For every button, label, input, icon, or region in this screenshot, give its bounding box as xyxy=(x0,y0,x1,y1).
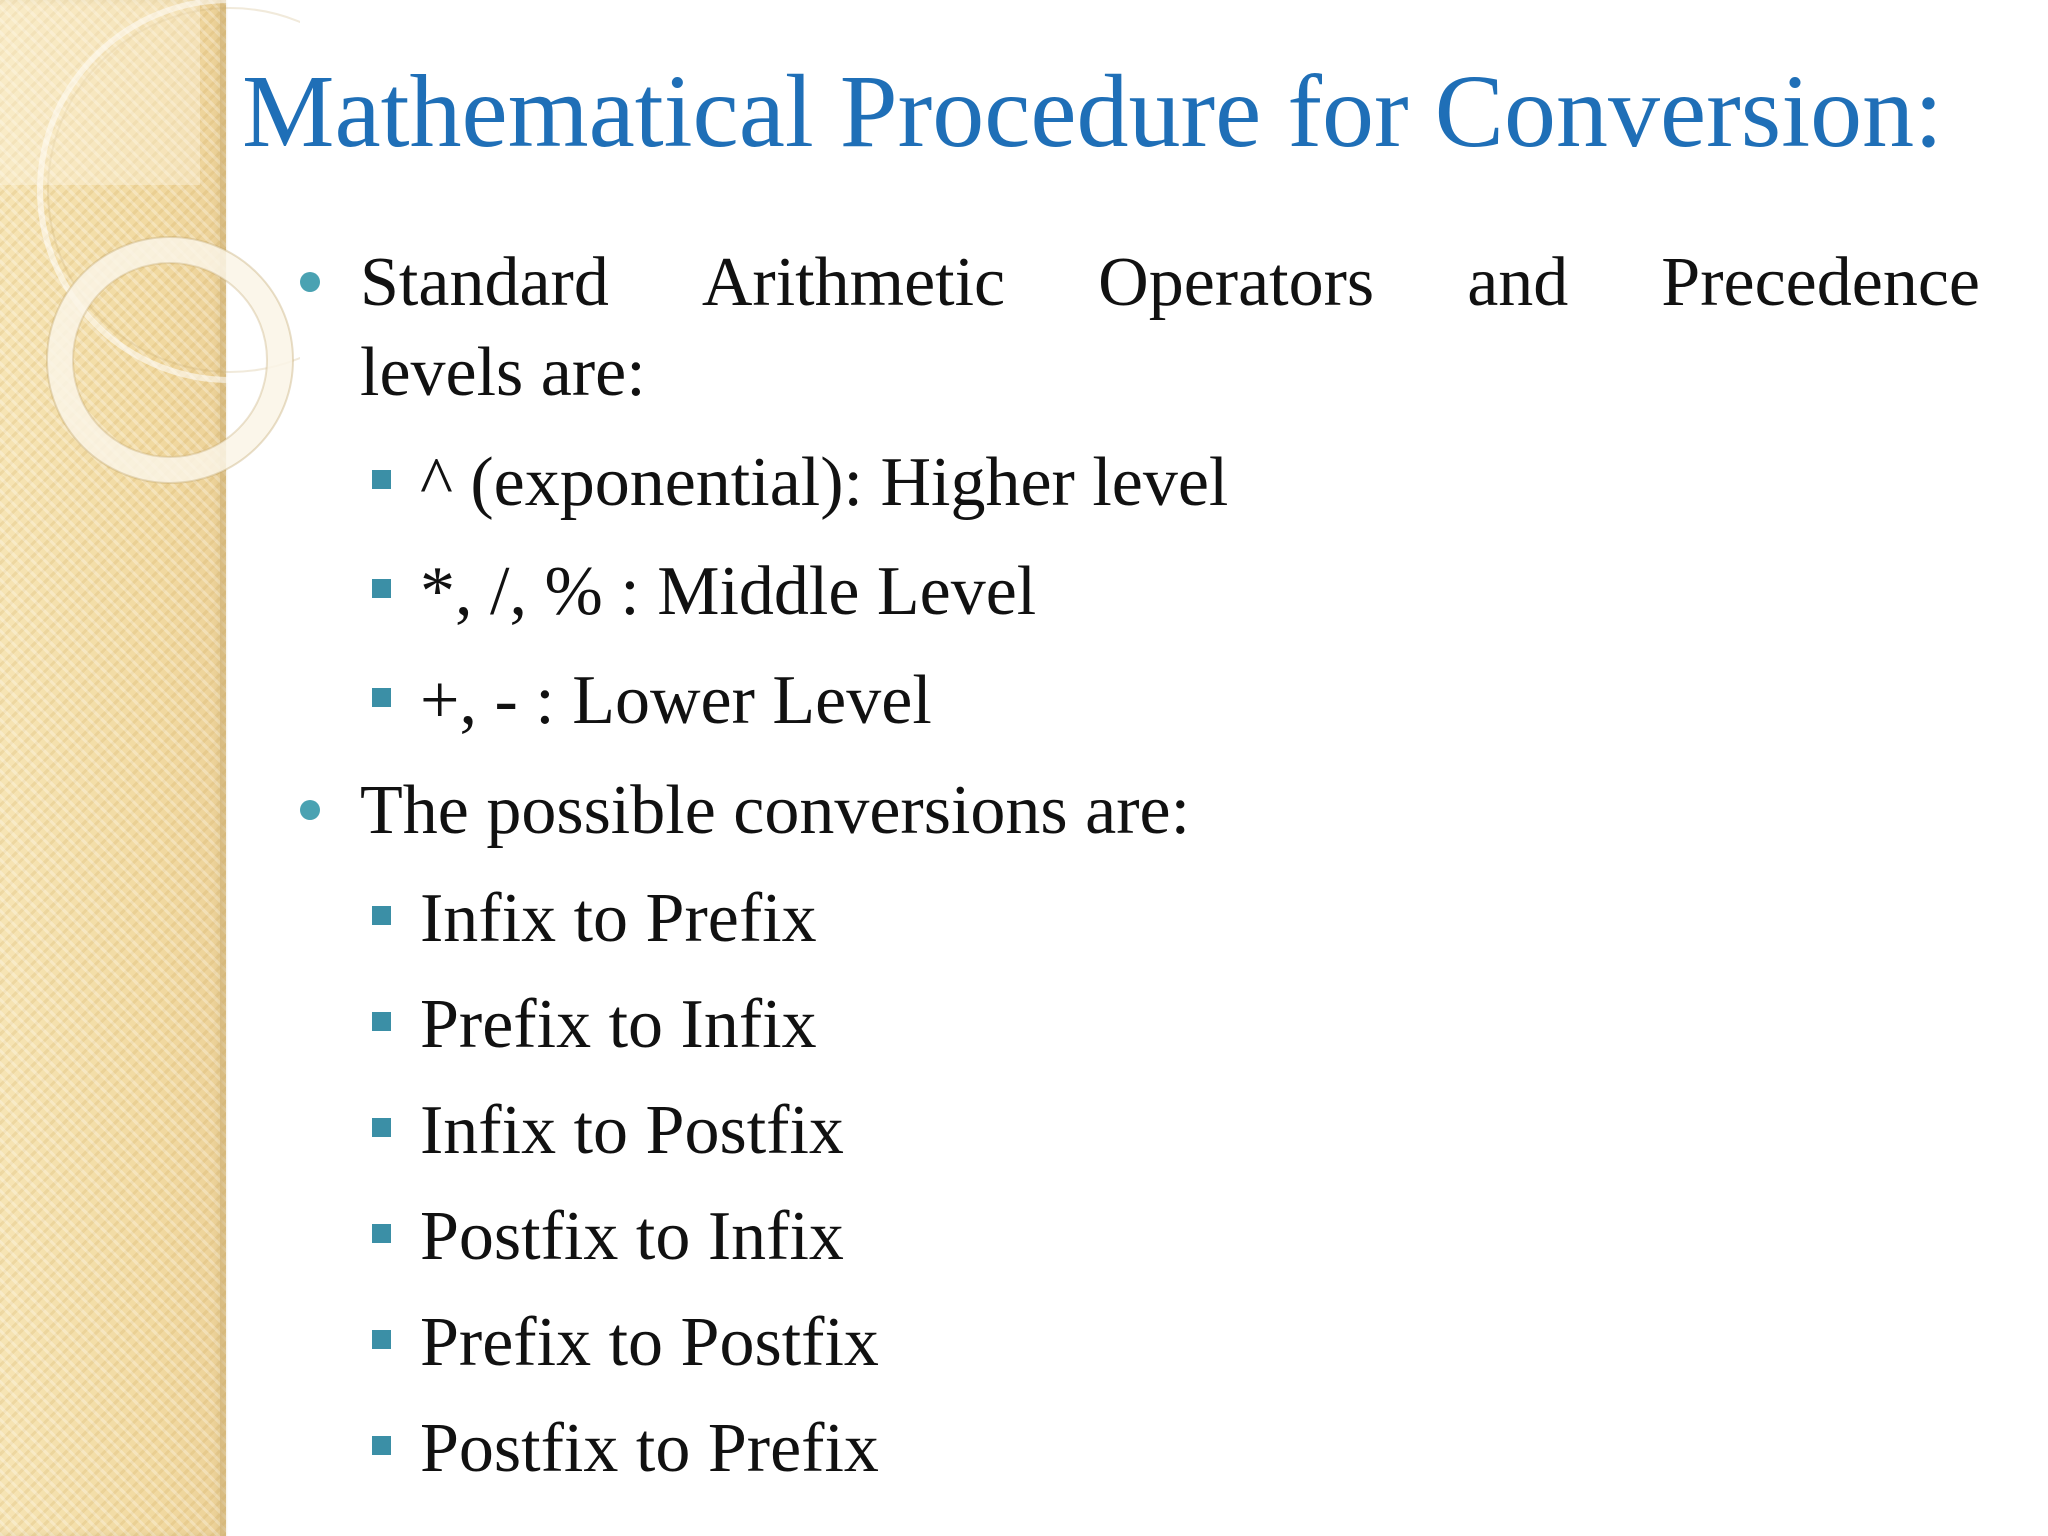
bullet-1-word: Arithmetic xyxy=(701,244,1006,321)
conversion-item: Prefix to Postfix xyxy=(420,1304,879,1381)
bullet-dot-icon xyxy=(300,272,320,292)
conversion-item: Prefix to Infix xyxy=(420,986,817,1063)
bullet-square-icon xyxy=(372,1118,391,1137)
bullet-square-icon xyxy=(372,688,391,707)
bullet-square-icon xyxy=(372,579,391,598)
sub-bullet-middle-level: *, /, % : Middle Level xyxy=(420,553,1037,630)
bullet-square-icon xyxy=(372,1224,391,1243)
conversion-item: Infix to Prefix xyxy=(420,880,817,957)
bullet-square-icon xyxy=(372,906,391,925)
bullet-square-icon xyxy=(372,1330,391,1349)
conversion-item: Postfix to Infix xyxy=(420,1198,844,1275)
bullet-1-word: Precedence xyxy=(1661,244,1980,321)
slide-title: Mathematical Procedure for Conversion: xyxy=(242,54,1944,169)
bullet-square-icon xyxy=(372,1436,391,1455)
conversion-item: Infix to Postfix xyxy=(420,1092,844,1169)
sub-bullet-exponential: ^ (exponential): Higher level xyxy=(420,444,1229,521)
bullet-1-word: Standard xyxy=(360,244,609,321)
bullet-square-icon xyxy=(372,470,391,489)
sub-bullet-lower-level: +, - : Lower Level xyxy=(420,662,932,739)
conversion-item: Postfix to Prefix xyxy=(420,1410,879,1487)
bullet-1-word: and xyxy=(1467,244,1569,321)
bullet-2-text: The possible conversions are: xyxy=(360,772,1191,849)
bullet-dot-icon xyxy=(300,800,320,820)
bullet-1-line-2: levels are: xyxy=(360,334,646,411)
bullet-square-icon xyxy=(372,1012,391,1031)
bullet-1-line-1 xyxy=(360,244,1980,321)
bullet-1-word: Operators xyxy=(1098,244,1375,321)
